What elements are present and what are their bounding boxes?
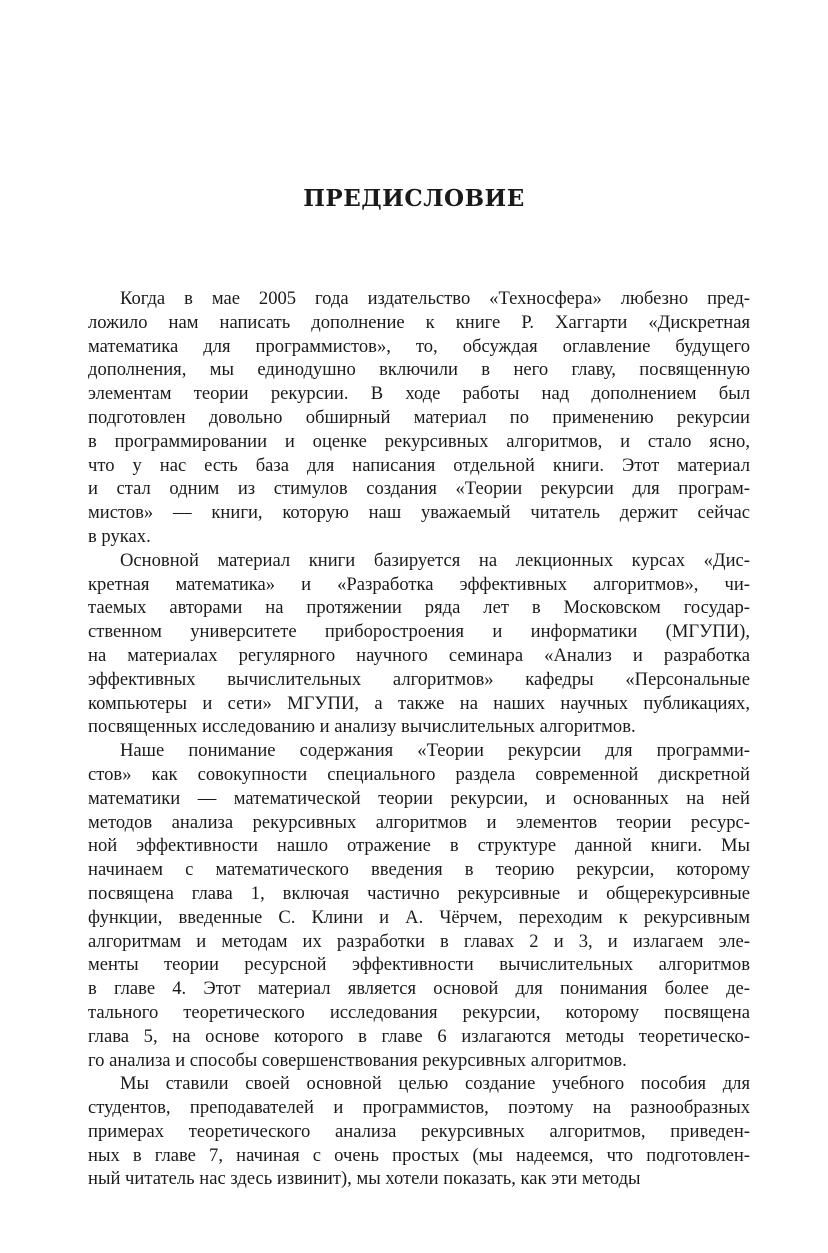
text-line: ственном университете приборостроения и информатики (МГУПИ), — [88, 621, 750, 643]
text-line: глава 5, на основе которого в главе 6 излагаются методы теоретическо- — [88, 1025, 750, 1047]
text-line: мистов» — книги, которую наш уважаемый читатель держит сейчас — [88, 502, 750, 524]
text-line: Наше понимание содержания «Теории рекурсии для программи- — [120, 740, 750, 762]
text-line: го анализа и способы совершенствования рекурсивных алгоритмов. — [88, 1049, 627, 1071]
page-title: ПРЕДИСЛОВИЕ — [303, 185, 525, 212]
text-line: и стал одним из стимулов создания «Теории рекурсии для програм- — [88, 478, 750, 500]
text-line: элементам теории рекурсии. В ходе работы над дополнением был — [88, 383, 750, 405]
text-line: менты теории ресурсной эффективности вычислительных алгоритмов — [88, 954, 750, 976]
text-line: в главе 4. Этот материал является основой для понимания более де- — [88, 978, 750, 1000]
text-line: математики — математической теории рекурсии, и основанных на ней — [88, 787, 750, 809]
text-line: ный читатель нас здесь извинит), мы хотели показать, как эти методы — [88, 1168, 641, 1190]
text-line: эффективных вычислительных алгоритмов» кафедры «Персональные — [88, 668, 750, 690]
text-line: функции, введенные С. Клини и А. Чёрчем, переходим к рекурсивным — [88, 906, 750, 928]
text-line: ных в главе 7, начиная с очень простых (мы надеемся, что подготовлен- — [88, 1144, 750, 1166]
text-line: Когда в мае 2005 года издательство «Техносфера» любезно пред- — [120, 288, 750, 309]
text-line: что у нас есть база для написания отдельной книги. Этот материал — [88, 454, 750, 476]
text-line: ной эффективности нашло отражение в структуре данной книги. Мы — [88, 835, 750, 857]
text-line: методов анализа рекурсивных алгоритмов и элементов теории ресурс- — [88, 811, 750, 833]
paragraph — [88, 739, 750, 1072]
text-line: начинаем с математического введения в теорию рекурсии, которому — [88, 859, 750, 881]
text-line: компьютеры и сети» МГУПИ, а также на наших научных публикациях, — [88, 692, 750, 714]
text-line: на материалах регулярного научного семинара «Анализ и разработка — [88, 644, 750, 666]
text-line: студентов, преподавателей и программистов, поэтому на разнообразных — [88, 1097, 750, 1119]
text-line: посвященных исследованию и анализу вычислительных алгоритмов. — [88, 716, 636, 738]
text-line: подготовлен довольно обширный материал по применению рекурсии — [88, 406, 750, 428]
paragraph — [88, 287, 750, 549]
text-line: тального теоретического исследования рекурсии, которому посвящена — [88, 1001, 750, 1023]
text-line: Мы ставили своей основной целью создание учебного пособия для — [120, 1073, 750, 1095]
text-line: стов» как совокупности специального раздела современной дискретной — [88, 763, 750, 785]
preface-text — [88, 287, 750, 1191]
text-line: таемых авторами на протяжении ряда лет в Московском государ- — [88, 597, 750, 619]
text-line: дополнения, мы единодушно включили в него главу, посвященную — [88, 359, 750, 381]
text-line: посвящена глава 1, включая частично рекурсивные и общерекурсивные — [88, 882, 750, 904]
text-line: кретная математика» и «Разработка эффективных алгоритмов», чи- — [88, 573, 750, 595]
paragraph — [88, 549, 750, 739]
text-line: Основной материал книги базируется на лекционных курсах «Дис- — [120, 549, 750, 571]
text-line: в программировании и оценке рекурсивных алгоритмов, и стало ясно, — [88, 430, 750, 452]
text-line: ложило нам написать дополнение к книге Р. Хаггарти «Дискретная — [88, 311, 750, 333]
text-line: алгоритмам и методам их разработки в главах 2 и 3, и излагаем эле- — [88, 930, 750, 952]
text-line: примерах теоретического анализа рекурсивных алгоритмов, приведен- — [88, 1120, 750, 1142]
text-line: математика для программистов», то, обсуждая оглавление будущего — [88, 335, 750, 357]
text-line: в руках. — [88, 525, 151, 547]
paragraph — [88, 1072, 750, 1191]
